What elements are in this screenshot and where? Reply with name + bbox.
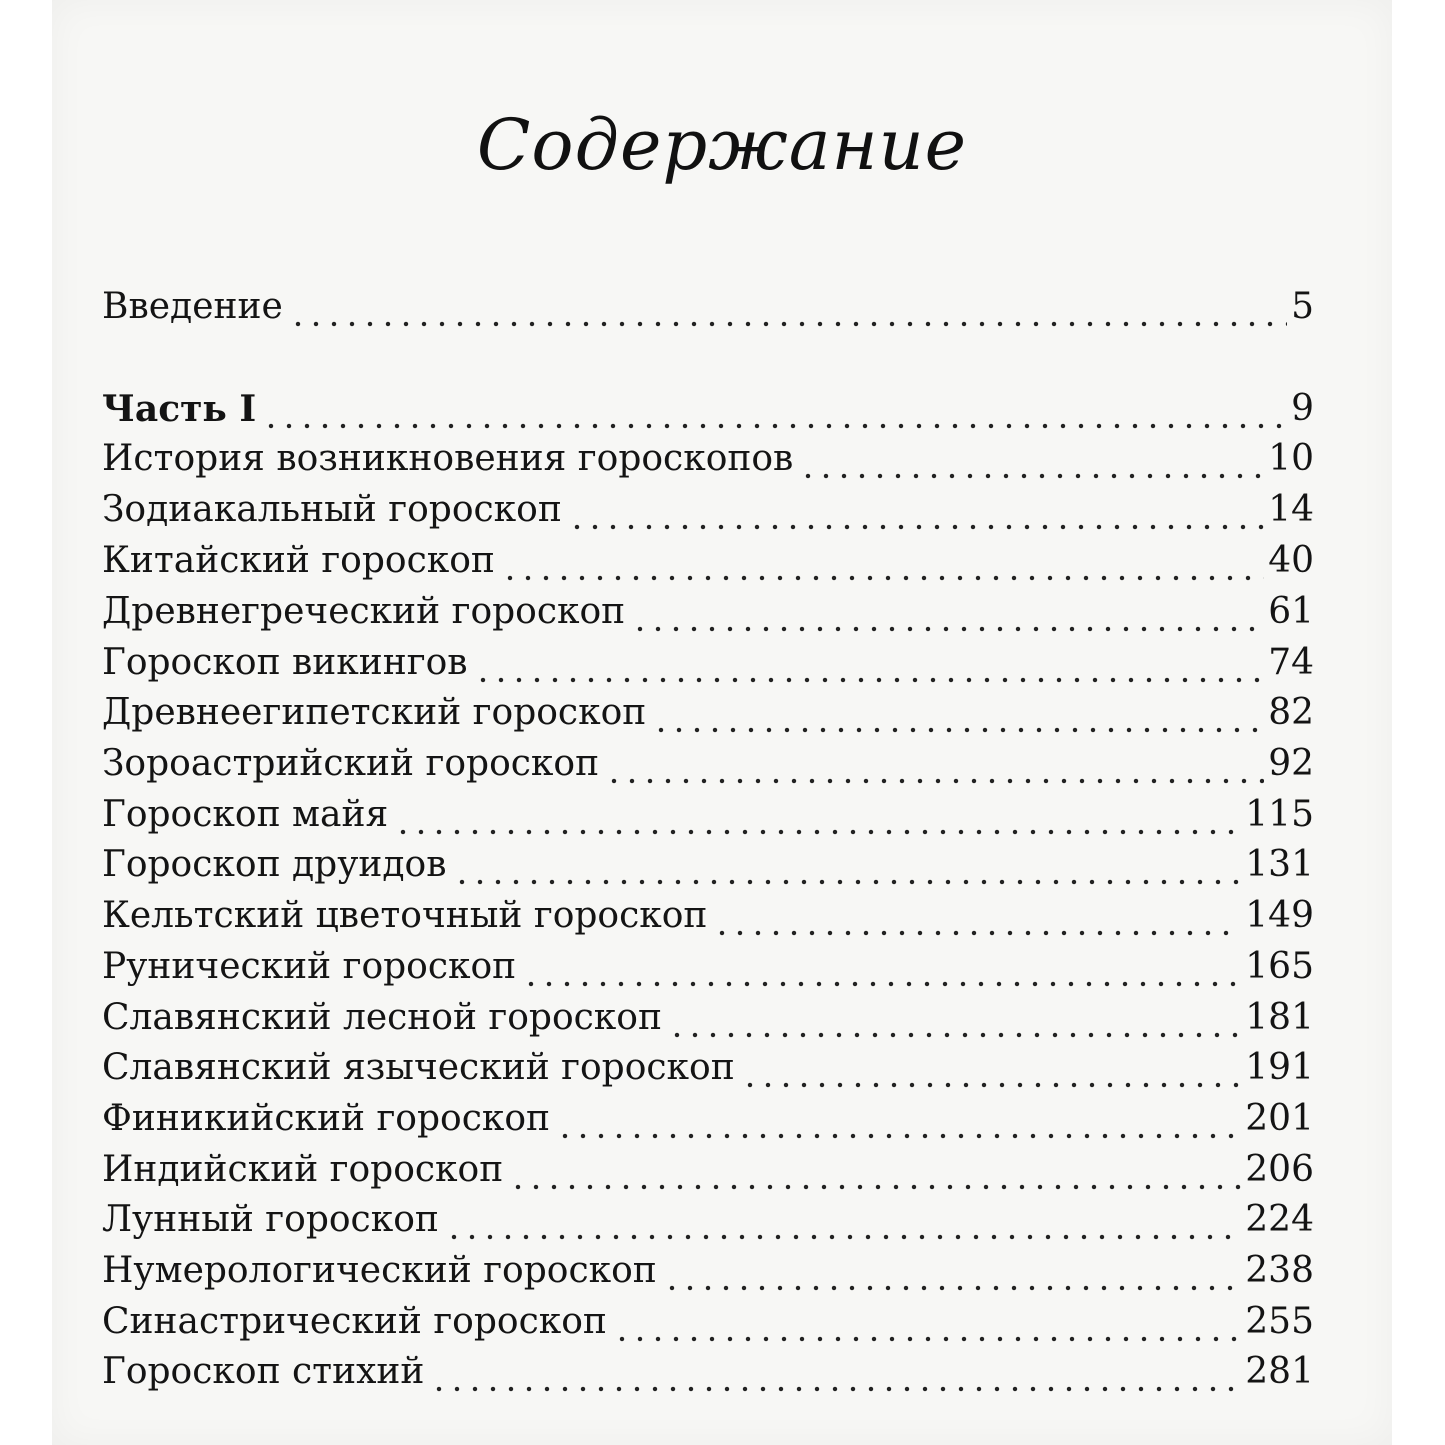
toc-entry-page: 181 <box>1245 997 1314 1038</box>
toc-entry <box>102 434 1314 484</box>
toc-entry-title: Гороскоп майя <box>102 794 389 835</box>
toc-entry-title: Кельтский цветочный гороскоп <box>102 895 708 936</box>
toc-entry-page: 40 <box>1268 540 1314 581</box>
toc-entry-title: Гороскоп стихий <box>102 1351 425 1392</box>
dot-leader <box>605 739 1264 789</box>
dot-leader <box>613 1297 1241 1347</box>
toc-entry-title: Древнегреческий гороскоп <box>102 591 626 632</box>
toc-entry-page: 238 <box>1245 1250 1314 1291</box>
toc-entry-page: 5 <box>1291 286 1314 327</box>
toc-entry-page: 14 <box>1268 489 1314 530</box>
toc-entry-page: 10 <box>1268 438 1314 479</box>
toc-entry-page: 165 <box>1245 946 1314 987</box>
toc-entry <box>102 638 1314 688</box>
dot-leader <box>556 1094 1241 1144</box>
toc-entry <box>102 790 1314 840</box>
dot-leader <box>568 485 1264 535</box>
dot-leader <box>713 891 1241 941</box>
dot-leader <box>474 638 1265 688</box>
dot-leader <box>799 434 1264 484</box>
toc-entry <box>102 1347 1314 1397</box>
toc-entry-page: 9 <box>1291 388 1314 429</box>
toc-entry-page: 191 <box>1245 1047 1314 1088</box>
toc-entry <box>102 688 1314 738</box>
dot-leader <box>501 536 1264 586</box>
toc-entry-page: 115 <box>1245 794 1314 835</box>
toc-entry-page: 149 <box>1245 895 1314 936</box>
dot-leader <box>652 688 1264 738</box>
toc-entry <box>102 1094 1314 1144</box>
toc-entry-title: История возникновения гороскопов <box>102 438 794 479</box>
toc-entry-page: 206 <box>1245 1149 1314 1190</box>
toc-entry <box>102 840 1314 890</box>
toc-entry-title: Синастрический гороскоп <box>102 1301 607 1342</box>
dot-leader <box>445 1195 1241 1245</box>
toc-entry <box>102 1246 1314 1296</box>
toc-entry-title: Финикийский гороскоп <box>102 1098 551 1139</box>
toc-entry-page: 255 <box>1245 1301 1314 1342</box>
dot-leader <box>509 1145 1241 1195</box>
dot-leader <box>430 1347 1241 1397</box>
toc-entry-page: 201 <box>1245 1098 1314 1139</box>
toc-entry-title: Зодиакальный гороскоп <box>102 489 562 530</box>
toc-entry <box>102 536 1314 586</box>
toc-entry-page: 74 <box>1268 642 1314 683</box>
toc-entry <box>102 739 1314 789</box>
toc-entry <box>102 1145 1314 1195</box>
dot-leader <box>631 587 1264 637</box>
book-page <box>52 0 1392 1445</box>
toc-entry <box>102 942 1314 992</box>
dot-leader <box>741 1043 1242 1093</box>
dot-leader <box>289 282 1287 332</box>
dot-leader <box>522 942 1241 992</box>
toc-entry-title: Нумерологический гороскоп <box>102 1250 657 1291</box>
toc-entry-page: 92 <box>1268 743 1314 784</box>
dot-leader <box>663 1246 1241 1296</box>
dot-leader <box>453 840 1242 890</box>
dot-leader <box>262 384 1287 434</box>
toc-part-title: Часть I <box>102 388 257 430</box>
toc-entry-page: 224 <box>1245 1199 1314 1240</box>
toc-entry <box>102 891 1314 941</box>
toc-entry-title: Гороскоп друидов <box>102 844 447 885</box>
toc-entry-title: Рунический гороскоп <box>102 946 517 987</box>
toc-entry-page: 131 <box>1245 844 1314 885</box>
toc-entry-title: Гороскоп викингов <box>102 642 468 683</box>
dot-leader <box>394 790 1241 840</box>
toc-entry-title: Лунный гороскоп <box>102 1199 439 1240</box>
toc-entry-page: 82 <box>1268 692 1314 733</box>
toc-entry <box>102 282 1314 332</box>
toc-entry-page: 281 <box>1245 1351 1314 1392</box>
toc-entry-title: Индийский гороскоп <box>102 1149 504 1190</box>
page-title: Содержание <box>476 104 968 186</box>
toc-entry-title: Китайский гороскоп <box>102 540 495 581</box>
toc-entry <box>102 485 1314 535</box>
toc-entry-title: Введение <box>102 286 283 327</box>
toc-entry <box>102 384 1314 434</box>
toc-entry-page: 61 <box>1268 591 1314 632</box>
toc-entry-title: Зороастрийский гороскоп <box>102 743 600 784</box>
toc-entry-title: Славянский языческий гороскоп <box>102 1047 735 1088</box>
dot-leader <box>668 993 1241 1043</box>
toc-entry <box>102 587 1314 637</box>
toc-entry <box>102 1195 1314 1245</box>
toc-entry <box>102 1297 1314 1347</box>
toc-entry <box>102 1043 1314 1093</box>
toc-entry-title: Славянский лесной гороскоп <box>102 997 662 1038</box>
toc-entry <box>102 993 1314 1043</box>
toc-entry-title: Древнеегипетский гороскоп <box>102 692 647 733</box>
